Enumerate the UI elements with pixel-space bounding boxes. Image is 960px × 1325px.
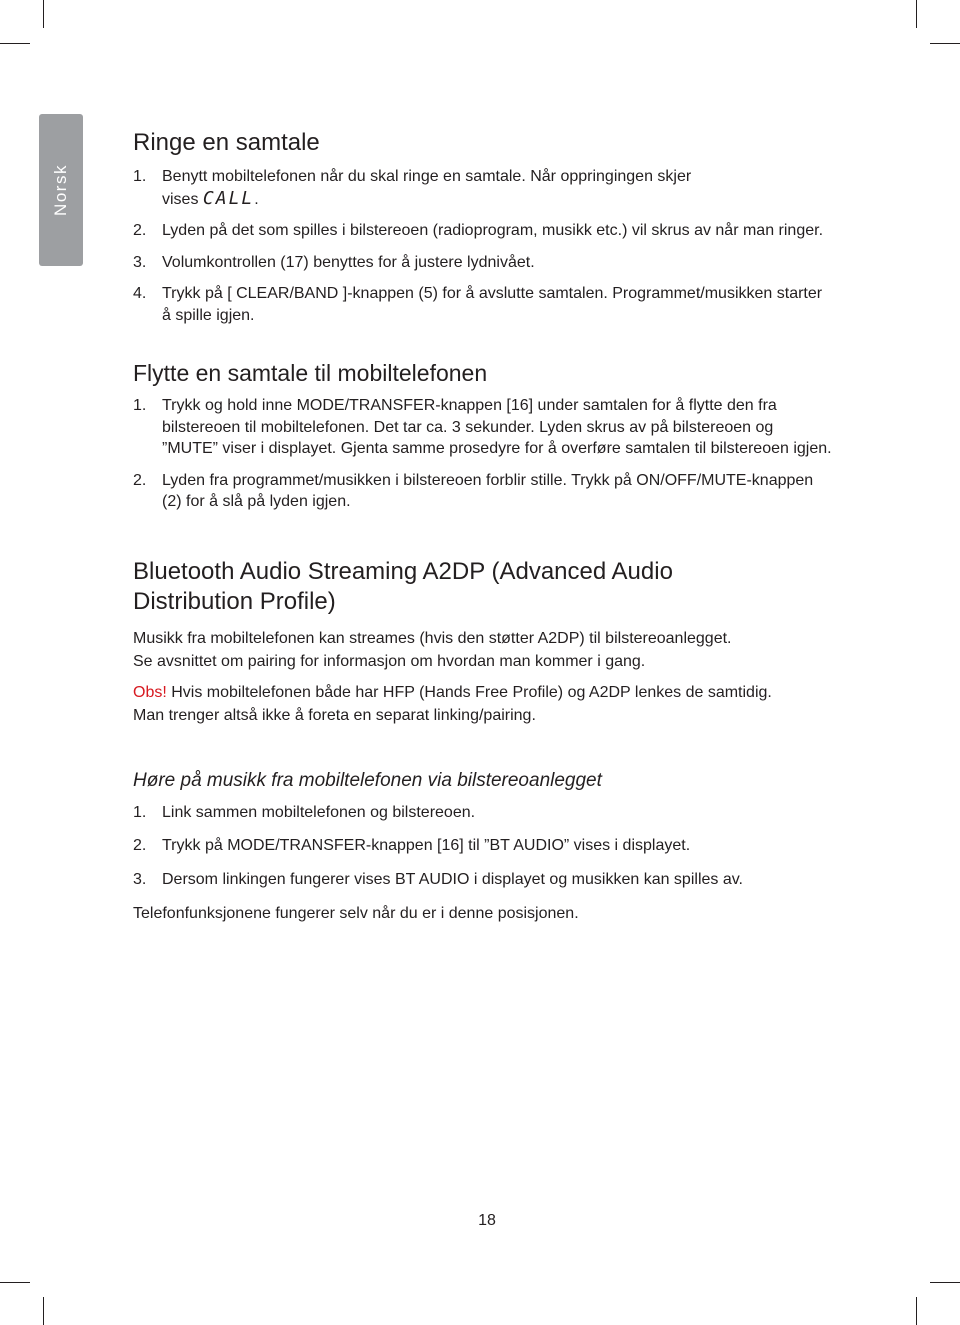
crop-mark <box>930 43 960 44</box>
language-tab <box>39 114 83 266</box>
closing-paragraph: Telefonfunksjonene fungerer selv når du er i denne posisjonen. <box>133 905 579 922</box>
crop-mark <box>930 1282 960 1283</box>
section-title-hore: Høre på musikk fra mobiltelefonen via bilstereoanlegget <box>133 769 602 791</box>
step-text: Trykk og hold inne MODE/TRANSFER-knappen [16] under samtalen for å flytte den fra bilstereoen til mobiltelefonen. Det tar ca. 3 sekunder. Lyden skrus av på bilstereoen og ”MUTE” viser i displayet. Gjenta samme prosedyre for å overføre samtalen til bilstereoen igjen. <box>162 397 832 457</box>
language-tab-label: Norsk <box>51 164 70 216</box>
step-text: Lyden fra programmet/musikken i bilstereoen forblir stille. Trykk på ON/OFF/MUTE-knappen (2) for å slå på lyden igjen. <box>162 471 814 510</box>
list-item <box>133 395 833 460</box>
paragraph-line: Musikk fra mobiltelefonen kan streames (hvis den støtter A2DP) til bilstereoanlegget. <box>133 629 732 647</box>
list-item <box>133 835 833 857</box>
step-number: 3. <box>133 870 147 888</box>
paragraph-obs <box>133 681 833 727</box>
list-item <box>133 252 833 274</box>
crop-mark <box>43 1297 44 1325</box>
step-text: Volumkontrollen (17) benyttes for å justere lydnivået. <box>162 253 535 271</box>
title-line: Distribution Profile) <box>133 587 336 615</box>
step-text: Trykk på MODE/TRANSFER-knappen [16] til ”BT AUDIO” vises i displayet. <box>162 837 691 854</box>
section-title-ringe: Ringe en samtale <box>133 129 320 156</box>
crop-mark <box>0 1282 30 1283</box>
list-item <box>133 869 833 891</box>
step-text: Trykk på [ CLEAR/BAND ]-knappen (5) for å avslutte samtalen. Programmet/musikken starter å spille igjen. <box>162 285 823 324</box>
step-number: 2. <box>133 222 147 239</box>
step-text: Benytt mobiltelefonen når du skal ringe en samtale. Når oppringingen skjer <box>162 168 692 185</box>
paragraph-line: Hvis mobiltelefonen både har HFP (Hands Free Profile) og A2DP lenkes de samtidig. <box>166 683 772 701</box>
step-number: 1. <box>133 168 147 185</box>
step-number: 1. <box>133 397 147 414</box>
step-number: 2. <box>133 837 147 854</box>
step-list-ringe <box>133 166 833 326</box>
step-text: . <box>254 190 259 208</box>
step-text: vises <box>162 190 203 208</box>
list-item <box>133 220 833 242</box>
step-number: 3. <box>133 253 147 271</box>
step-list-flytte <box>133 395 833 513</box>
lcd-display-text: CALL <box>202 187 255 209</box>
step-list-hore <box>133 802 833 891</box>
step-number: 1. <box>133 803 147 821</box>
step-number: 2. <box>133 471 147 489</box>
list-item <box>133 283 833 326</box>
title-line: Bluetooth Audio Streaming A2DP (Advanced Audio <box>133 557 673 585</box>
list-item <box>133 166 833 210</box>
paragraph-a2dp <box>133 627 833 673</box>
paragraph-line: Se avsnittet om pairing for informasjon om hvordan man kommer i gang. <box>133 652 646 670</box>
page-content <box>133 128 833 925</box>
list-item <box>133 470 833 513</box>
section-title-bluetooth <box>133 557 833 617</box>
crop-mark <box>43 0 44 28</box>
step-number: 4. <box>133 285 147 302</box>
paragraph-line: Man trenger altså ikke å foreta en separat linking/pairing. <box>133 706 536 724</box>
page-number: 18 <box>478 1212 496 1229</box>
step-text: Dersom linkingen fungerer vises BT AUDIO i displayet og musikken kan spilles av. <box>162 870 743 888</box>
step-text: Lyden på det som spilles i bilstereoen (radioprogram, musikk etc.) vil skrus av når man ringer. <box>162 222 824 239</box>
list-item <box>133 802 833 824</box>
crop-mark <box>0 43 30 44</box>
obs-label: Obs! <box>133 683 167 701</box>
crop-mark <box>916 0 917 28</box>
section-title-flytte: Flytte en samtale til mobiltelefonen <box>133 360 488 386</box>
crop-mark <box>916 1297 917 1325</box>
step-text: Link sammen mobiltelefonen og bilstereoen. <box>162 803 476 821</box>
